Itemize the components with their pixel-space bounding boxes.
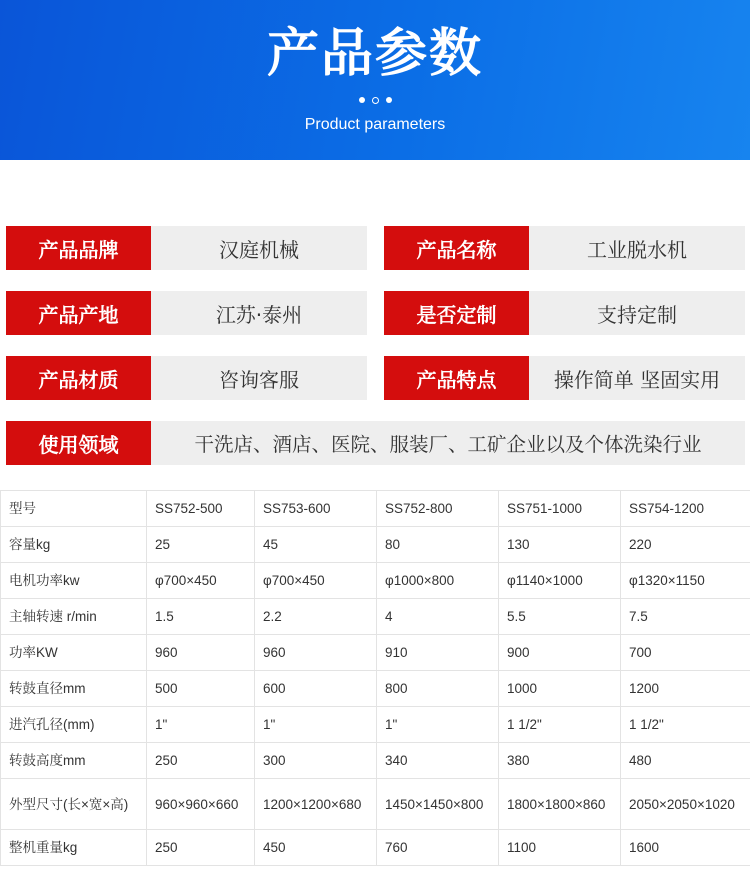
table-cell: φ700×450	[147, 563, 255, 599]
row-header-cell: 整机重量kg	[1, 830, 147, 866]
table-cell: 910	[377, 635, 499, 671]
dot-icon	[386, 97, 392, 103]
decorative-dots	[0, 97, 750, 107]
spec-table	[0, 490, 750, 866]
table-cell: SS752-800	[377, 491, 499, 527]
table-cell: 1 1/2"	[621, 707, 750, 743]
table-cell: 1000	[499, 671, 621, 707]
table-cell: 1 1/2"	[499, 707, 621, 743]
param-value: 工业脱水机	[529, 226, 745, 270]
table-cell: 1200	[621, 671, 750, 707]
table-row	[1, 527, 750, 563]
hollow-dot-icon	[372, 97, 379, 104]
table-cell: 960×960×660	[147, 779, 255, 830]
page-title: 产品参数	[266, 24, 483, 84]
row-header-cell: 型号	[1, 491, 147, 527]
table-cell: 760	[377, 830, 499, 866]
table-cell: 1450×1450×800	[377, 779, 499, 830]
table-cell: 1800×1800×860	[499, 779, 621, 830]
param-brand	[6, 226, 367, 270]
table-row	[1, 779, 750, 830]
table-cell: SS753-600	[255, 491, 377, 527]
table-cell: φ1320×1150	[621, 563, 750, 599]
table-cell: 1200×1200×680	[255, 779, 377, 830]
param-product-name	[384, 226, 745, 270]
table-row	[1, 830, 750, 866]
header-banner	[0, 0, 750, 160]
table-cell: 1600	[621, 830, 750, 866]
table-cell: 1100	[499, 830, 621, 866]
table-cell: 2050×2050×1020	[621, 779, 750, 830]
row-header-cell: 进汽孔径(mm)	[1, 707, 147, 743]
param-material	[6, 356, 367, 400]
table-cell: 4	[377, 599, 499, 635]
table-row	[1, 563, 750, 599]
param-label: 产品材质	[6, 356, 151, 400]
param-label: 产品品牌	[6, 226, 151, 270]
table-cell: φ700×450	[255, 563, 377, 599]
row-header-cell: 转鼓直径mm	[1, 671, 147, 707]
param-label: 产品产地	[6, 291, 151, 335]
table-cell: 340	[377, 743, 499, 779]
table-cell: 600	[255, 671, 377, 707]
table-cell: 80	[377, 527, 499, 563]
table-row	[1, 707, 750, 743]
table-cell: SS754-1200	[621, 491, 750, 527]
row-header-cell: 外型尺寸(长×宽×高)	[1, 779, 147, 830]
param-features	[384, 356, 745, 400]
param-label: 是否定制	[384, 291, 529, 335]
row-header-cell: 容量kg	[1, 527, 147, 563]
table-cell: φ1000×800	[377, 563, 499, 599]
param-application	[6, 421, 745, 465]
table-row	[1, 635, 750, 671]
param-origin	[6, 291, 367, 335]
param-label: 产品特点	[384, 356, 529, 400]
param-value: 咨询客服	[151, 356, 367, 400]
table-row	[1, 743, 750, 779]
table-cell: 500	[147, 671, 255, 707]
table-cell: SS751-1000	[499, 491, 621, 527]
dot-icon	[359, 97, 365, 103]
table-cell: 1"	[147, 707, 255, 743]
table-cell: 5.5	[499, 599, 621, 635]
row-header-cell: 功率KW	[1, 635, 147, 671]
param-value: 汉庭机械	[151, 226, 367, 270]
table-cell: 700	[621, 635, 750, 671]
table-cell: 960	[147, 635, 255, 671]
table-row	[1, 671, 750, 707]
row-header-cell: 电机功率kw	[1, 563, 147, 599]
row-header-cell: 转鼓高度mm	[1, 743, 147, 779]
table-cell: 220	[621, 527, 750, 563]
row-header-cell: 主轴转速 r/min	[1, 599, 147, 635]
table-row	[1, 599, 750, 635]
param-value: 江苏·泰州	[151, 291, 367, 335]
table-cell: 1.5	[147, 599, 255, 635]
table-row	[1, 491, 750, 527]
param-label: 使用领域	[6, 421, 151, 465]
table-cell: 800	[377, 671, 499, 707]
table-cell: 25	[147, 527, 255, 563]
param-customizable	[384, 291, 745, 335]
table-cell: 45	[255, 527, 377, 563]
param-value: 支持定制	[529, 291, 745, 335]
param-value: 干洗店、酒店、医院、服装厂、工矿企业以及个体洗染行业	[151, 421, 745, 465]
table-cell: 250	[147, 830, 255, 866]
table-cell: 960	[255, 635, 377, 671]
table-cell: 480	[621, 743, 750, 779]
table-cell: 250	[147, 743, 255, 779]
table-cell: 7.5	[621, 599, 750, 635]
table-cell: 130	[499, 527, 621, 563]
page-subtitle: Product parameters	[304, 116, 446, 133]
param-value: 操作简单 坚固实用	[529, 356, 745, 400]
table-cell: 900	[499, 635, 621, 671]
table-cell: SS752-500	[147, 491, 255, 527]
table-cell: 1"	[255, 707, 377, 743]
table-cell: 300	[255, 743, 377, 779]
table-cell: 1"	[377, 707, 499, 743]
table-cell: 2.2	[255, 599, 377, 635]
table-cell: φ1140×1000	[499, 563, 621, 599]
param-label: 产品名称	[384, 226, 529, 270]
table-cell: 380	[499, 743, 621, 779]
table-cell: 450	[255, 830, 377, 866]
